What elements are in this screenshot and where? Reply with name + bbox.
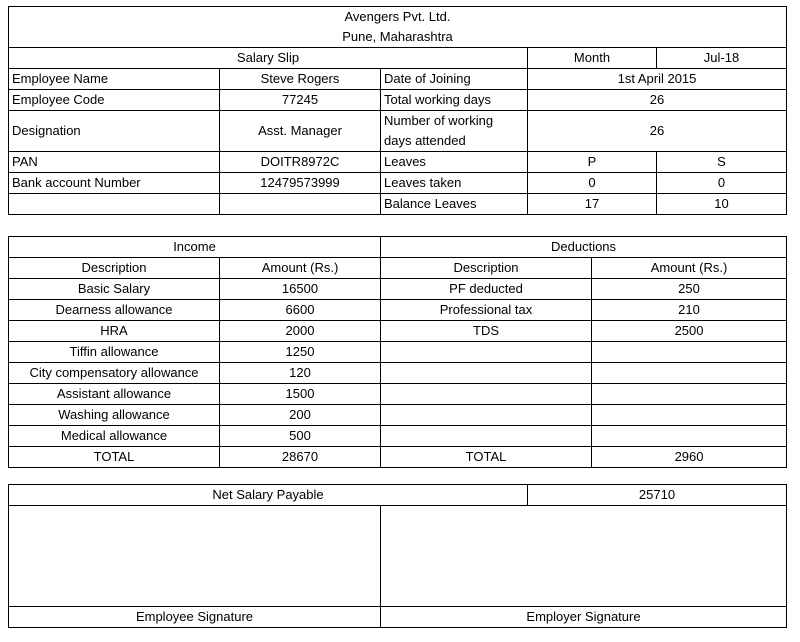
designation-label: Designation xyxy=(9,111,220,152)
doj-value: 1st April 2015 xyxy=(528,69,787,90)
income-desc: HRA xyxy=(9,321,220,342)
income-desc: Assistant allowance xyxy=(9,384,220,405)
income-desc-header: Description xyxy=(9,258,220,279)
totals-row xyxy=(9,447,787,468)
income-desc: Tiffin allowance xyxy=(9,342,220,363)
leaves-p-header: P xyxy=(528,152,657,173)
table-row xyxy=(9,426,787,447)
income-amount: 120 xyxy=(220,363,381,384)
income-desc: Medical allowance xyxy=(9,426,220,447)
leaves-label: Leaves xyxy=(381,152,528,173)
table-row xyxy=(9,279,787,300)
table-row xyxy=(9,405,787,426)
income-amount: 6600 xyxy=(220,300,381,321)
month-label: Month xyxy=(528,48,657,69)
employee-details-table xyxy=(8,6,787,215)
table-row xyxy=(9,300,787,321)
net-salary-label: Net Salary Payable xyxy=(9,485,528,506)
empty-cell xyxy=(381,426,592,447)
balance-leaves-label: Balance Leaves xyxy=(381,194,528,215)
salary-slip-title: Salary Slip xyxy=(9,48,528,69)
income-title: Income xyxy=(9,237,381,258)
bank-account-label: Bank account Number xyxy=(9,173,220,194)
income-amount: 2000 xyxy=(220,321,381,342)
balance-leaves-p: 17 xyxy=(528,194,657,215)
leaves-taken-p: 0 xyxy=(528,173,657,194)
deduction-desc: PF deducted xyxy=(381,279,592,300)
income-amount: 16500 xyxy=(220,279,381,300)
employee-name-label: Employee Name xyxy=(9,69,220,90)
income-total-value: 28670 xyxy=(220,447,381,468)
deduction-amount-header: Amount (Rs.) xyxy=(592,258,787,279)
deduction-amount: 2500 xyxy=(592,321,787,342)
designation-value: Asst. Manager xyxy=(220,111,381,152)
leaves-taken-s: 0 xyxy=(657,173,787,194)
income-amount: 1250 xyxy=(220,342,381,363)
pan-value: DOITR8972C xyxy=(220,152,381,173)
income-amount: 1500 xyxy=(220,384,381,405)
deductions-title: Deductions xyxy=(381,237,787,258)
income-amount: 500 xyxy=(220,426,381,447)
deduction-desc: TDS xyxy=(381,321,592,342)
empty-cell xyxy=(592,405,787,426)
doj-label: Date of Joining xyxy=(381,69,528,90)
working-days-label: Total working days xyxy=(381,90,528,111)
empty-cell xyxy=(381,384,592,405)
leaves-s-header: S xyxy=(657,152,787,173)
balance-leaves-s: 10 xyxy=(657,194,787,215)
empty-cell xyxy=(592,426,787,447)
deduction-amount: 250 xyxy=(592,279,787,300)
company-header xyxy=(9,7,787,48)
month-value: Jul-18 xyxy=(657,48,787,69)
income-desc: Washing allowance xyxy=(9,405,220,426)
income-amount: 200 xyxy=(220,405,381,426)
empty-cell xyxy=(592,342,787,363)
working-days-value: 26 xyxy=(528,90,787,111)
days-attended-value: 26 xyxy=(528,111,787,152)
table-row xyxy=(9,321,787,342)
empty-cell xyxy=(9,194,220,215)
employee-code-value: 77245 xyxy=(220,90,381,111)
employer-signature-area xyxy=(381,506,787,607)
deduction-total-value: 2960 xyxy=(592,447,787,468)
table-row xyxy=(9,384,787,405)
employer-signature-label: Employer Signature xyxy=(381,607,787,628)
income-desc: Basic Salary xyxy=(9,279,220,300)
deduction-desc: Professional tax xyxy=(381,300,592,321)
employee-name-value: Steve Rogers xyxy=(220,69,381,90)
net-salary-table xyxy=(8,484,787,628)
empty-cell xyxy=(381,363,592,384)
empty-cell xyxy=(220,194,381,215)
empty-cell xyxy=(592,363,787,384)
employee-signature-area xyxy=(9,506,381,607)
pan-label: PAN xyxy=(9,152,220,173)
days-attended-label: Number of working days attended xyxy=(381,111,528,152)
empty-cell xyxy=(381,342,592,363)
bank-account-value: 12479573999 xyxy=(220,173,381,194)
deduction-desc-header: Description xyxy=(381,258,592,279)
leaves-taken-label: Leaves taken xyxy=(381,173,528,194)
company-location: Pune, Maharashtra xyxy=(342,29,453,44)
table-row xyxy=(9,342,787,363)
income-desc: Dearness allowance xyxy=(9,300,220,321)
empty-cell xyxy=(592,384,787,405)
deduction-amount: 210 xyxy=(592,300,787,321)
income-total-label: TOTAL xyxy=(9,447,220,468)
income-amount-header: Amount (Rs.) xyxy=(220,258,381,279)
employee-signature-label: Employee Signature xyxy=(9,607,381,628)
income-desc: City compensatory allowance xyxy=(9,363,220,384)
empty-cell xyxy=(381,405,592,426)
employee-code-label: Employee Code xyxy=(9,90,220,111)
company-name: Avengers Pvt. Ltd. xyxy=(344,9,451,24)
income-deductions-table xyxy=(8,236,787,468)
table-row xyxy=(9,363,787,384)
deduction-total-label: TOTAL xyxy=(381,447,592,468)
net-salary-value: 25710 xyxy=(528,485,787,506)
